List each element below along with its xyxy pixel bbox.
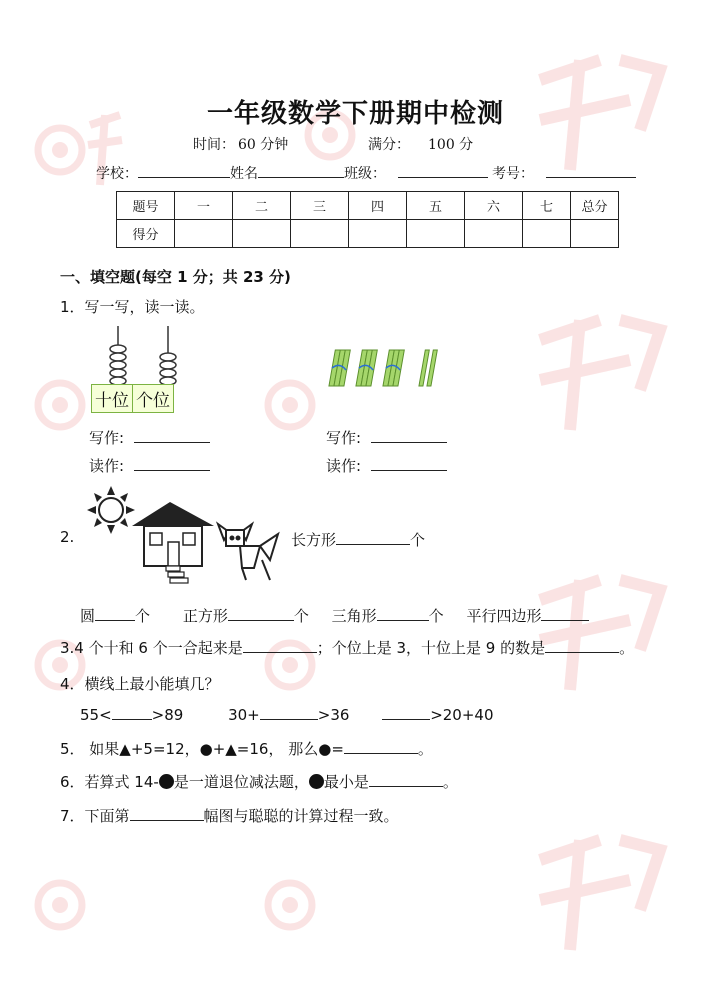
q3 — [60, 636, 634, 658]
q6-text-b: 是一道退位减法题， — [173, 773, 309, 791]
class-blank[interactable] — [398, 163, 488, 178]
score-input-cell[interactable] — [465, 220, 523, 248]
q3-blank-b[interactable] — [545, 636, 619, 653]
school-label: 学校： — [96, 166, 138, 182]
q4b-blank[interactable] — [260, 703, 318, 720]
page-title: 一年级数学下册期中检测 — [206, 99, 504, 129]
q1-right-read-blank[interactable] — [371, 454, 447, 471]
parallelogram-label: 平行四边形 — [466, 607, 542, 625]
section1-heading: 一、填空题(每空 1 分；共 23 分) — [60, 268, 291, 286]
q5 — [60, 737, 433, 759]
circle-label: 圆 — [80, 607, 96, 625]
unit-label: 个 — [293, 607, 309, 625]
q1-right-write — [326, 426, 447, 448]
score-input-cell[interactable] — [407, 220, 465, 248]
table-cell: 三 — [291, 192, 349, 220]
rect-label: 长方形 — [291, 531, 337, 549]
table-cell: 题号 — [117, 192, 175, 220]
table-cell: 五 — [407, 192, 465, 220]
black-ball-icon — [309, 774, 324, 789]
triangle-label: 三角形 — [331, 607, 377, 625]
tens-place-label: 十位 — [95, 391, 129, 411]
q1-right-write-blank[interactable] — [371, 426, 447, 443]
q6-blank[interactable] — [369, 770, 443, 787]
square-label: 正方形 — [182, 607, 228, 625]
read-label: 读作: — [326, 457, 362, 475]
q2-rect — [291, 528, 425, 550]
table-cell: 七 — [523, 192, 571, 220]
q3-text-a: 3.4 个十和 6 个一合起来是 — [60, 639, 243, 657]
score-input-cell[interactable] — [291, 220, 349, 248]
sun-icon — [87, 486, 135, 534]
unit-label: 个 — [428, 607, 444, 625]
rect-count-blank[interactable] — [336, 528, 410, 545]
square-count-blank[interactable] — [228, 604, 294, 621]
q3-end: 。 — [619, 639, 635, 657]
exam-no-label: 考号： — [492, 166, 534, 182]
score-table — [116, 191, 619, 248]
dog-icon — [218, 524, 278, 580]
triangle-count-blank[interactable] — [377, 604, 429, 621]
watermark-logo-icon — [520, 820, 670, 970]
time-label: 时间： — [193, 137, 235, 153]
q6-text-c: 最小是 — [323, 773, 369, 791]
school-blank[interactable] — [138, 163, 230, 178]
unit-label: 个 — [135, 607, 151, 625]
circle-count-blank[interactable] — [95, 604, 135, 621]
q4b-left: 30+ — [228, 706, 260, 724]
q4c-blank[interactable] — [382, 703, 430, 720]
q2-shapes-row — [80, 604, 589, 626]
unit-label: 个 — [410, 531, 426, 549]
watermark-logo-icon — [520, 300, 670, 450]
q1-right-read — [326, 454, 447, 476]
table-cell: 六 — [465, 192, 523, 220]
q6 — [60, 770, 458, 792]
black-ball-icon — [159, 774, 174, 789]
q3-blank-a[interactable] — [243, 636, 317, 653]
q1-prompt: 1．写一写，读一读。 — [60, 298, 205, 316]
shapes-picture-icon — [84, 484, 289, 589]
score-input-cell[interactable] — [571, 220, 619, 248]
watermark-logo-icon — [520, 560, 670, 710]
score-input-cell[interactable] — [175, 220, 233, 248]
q1-left-read — [89, 454, 210, 476]
time-value: 60 分钟 — [238, 137, 289, 153]
score-input-cell[interactable] — [523, 220, 571, 248]
stick-bundles-icon — [326, 346, 446, 390]
ones-place-label: 个位 — [132, 385, 173, 412]
q4a-left: 55< — [80, 706, 112, 724]
q5-text: 5． 如果▲+5=12，●+▲=16， 那么●= — [60, 740, 344, 758]
q7-blank[interactable] — [130, 804, 204, 821]
place-value-box — [91, 384, 174, 413]
score-table-score-row — [117, 220, 619, 248]
q6-end: 。 — [442, 773, 458, 791]
q4b-right: >36 — [317, 706, 350, 724]
class-label: 班级： — [344, 166, 386, 182]
table-cell: 总分 — [571, 192, 619, 220]
score-input-cell[interactable] — [349, 220, 407, 248]
score-input-cell[interactable] — [233, 220, 291, 248]
score-table-header-row — [117, 192, 619, 220]
house-icon — [132, 502, 214, 583]
q4-items — [80, 703, 494, 724]
name-blank[interactable] — [258, 163, 344, 178]
q4c-right: >20+40 — [430, 706, 494, 724]
table-cell: 二 — [233, 192, 291, 220]
q1-left-read-blank[interactable] — [134, 454, 210, 471]
write-label: 写作: — [89, 429, 125, 447]
school-field[interactable] — [96, 163, 636, 183]
exam-no-blank[interactable] — [546, 163, 636, 178]
read-label: 读作: — [89, 457, 125, 475]
table-cell: 得分 — [117, 220, 175, 248]
q1-left-write — [89, 426, 210, 448]
q6-text-a: 6．若算式 14- — [60, 773, 159, 791]
parallelogram-count-blank[interactable] — [541, 604, 589, 621]
full-score-label: 满分： — [368, 137, 410, 153]
abacus-icon — [100, 322, 200, 388]
q7-text-a: 7．下面第 — [60, 807, 130, 825]
q5-end: 。 — [417, 740, 433, 758]
q7 — [60, 804, 399, 826]
q1-left-write-blank[interactable] — [134, 426, 210, 443]
q4a-right: >89 — [151, 706, 184, 724]
q3-text-b: ；个位上是 3，十位上是 9 的数是 — [316, 639, 546, 657]
watermark-logo-icon — [20, 850, 130, 960]
watermark-logo-icon — [250, 850, 360, 960]
q7-text-b: 幅图与聪聪的计算过程一致。 — [203, 807, 399, 825]
table-cell: 一 — [175, 192, 233, 220]
write-label: 写作: — [326, 429, 362, 447]
name-label: 姓名 — [230, 166, 258, 182]
q4a-blank[interactable] — [112, 703, 152, 720]
full-score-value: 100 分 — [428, 137, 474, 153]
q2-number: 2. — [60, 528, 75, 546]
q4-prompt: 4．横线上最小能填几？ — [60, 675, 220, 693]
q5-blank[interactable] — [344, 737, 418, 754]
table-cell: 四 — [349, 192, 407, 220]
